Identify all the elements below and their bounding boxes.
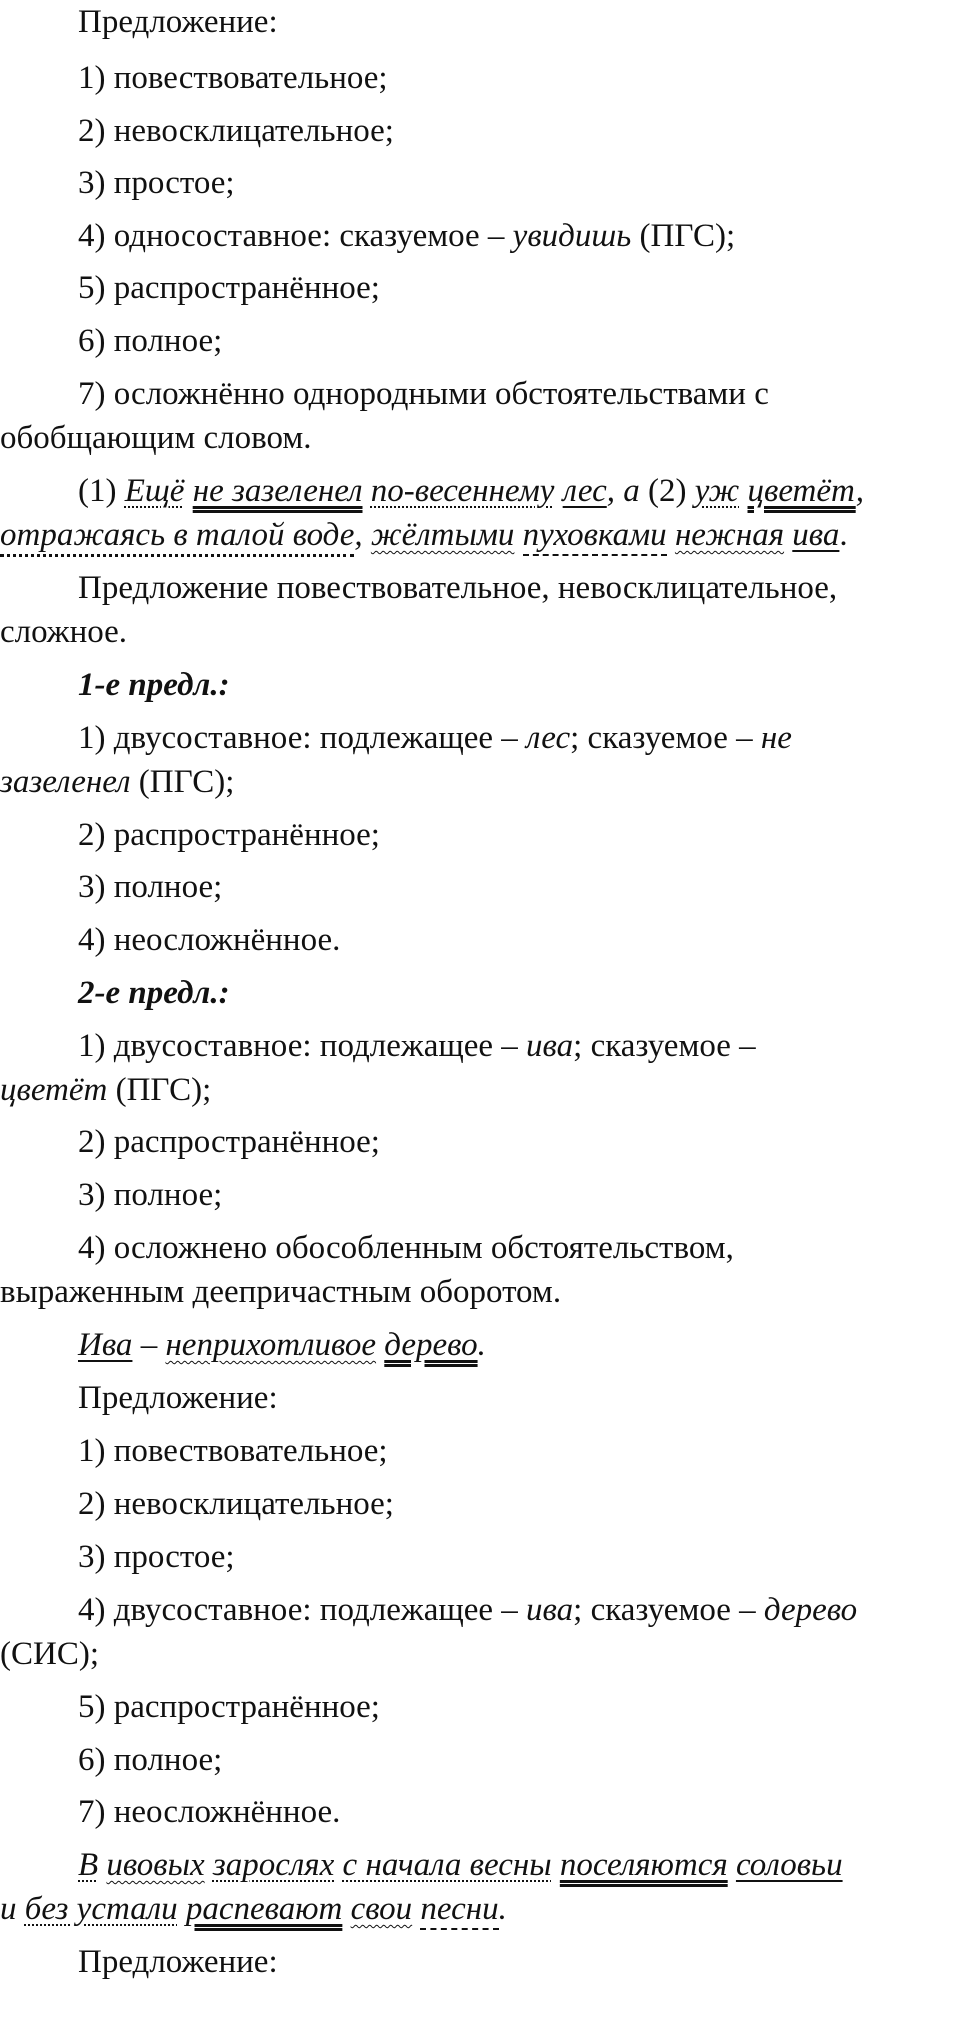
- word-subject: лес: [562, 473, 607, 509]
- clause-2-feature-3: 3) полное;: [78, 1177, 223, 1213]
- conjunction: и: [0, 1891, 17, 1927]
- dash: –: [132, 1327, 166, 1363]
- word-subject: Ива: [78, 1327, 133, 1363]
- clause-1-feature-2: 2) распространённое;: [78, 817, 380, 853]
- period: .: [477, 1327, 486, 1363]
- word-object: песни: [420, 1891, 498, 1930]
- text: (ПГС);: [631, 218, 736, 254]
- text: ; сказуемое –: [573, 1028, 756, 1064]
- word-predicate: поселяются: [559, 1847, 728, 1883]
- clause-2-feature-4: 4) осложнено обособленным обстоятельством,: [78, 1230, 734, 1266]
- clause-number: (1): [78, 473, 125, 509]
- word-predicate: не зазеленел: [192, 473, 363, 509]
- clause-number: (2): [639, 473, 695, 509]
- text: (ПГС);: [107, 1072, 212, 1108]
- period: .: [839, 517, 848, 553]
- line-feature-1: 1) повествовательное;: [78, 1433, 388, 1469]
- word-circumstance: по-весеннему: [370, 473, 555, 509]
- text: 1) двусоставное: подлежащее –: [78, 720, 527, 756]
- line-sentence-heading: Предложение:: [78, 4, 278, 40]
- clause-1-heading: 1-е предл.:: [78, 667, 230, 703]
- word-predicate: цветёт: [747, 473, 856, 509]
- line-feature-2: 2) невосклицательное;: [78, 1486, 394, 1522]
- line-feature-6: 6) полное;: [78, 323, 223, 359]
- line-feature-3: 3) простое;: [78, 1539, 235, 1575]
- parsed-sentence-1-line-1: [78, 471, 960, 511]
- parsed-sentence-2: [78, 1325, 960, 1365]
- line-feature-2: 2) невосклицательное;: [78, 113, 394, 149]
- line-complex-summary: Предложение повествовательное, невосклицательное,: [78, 570, 838, 606]
- italic-term: ива: [526, 1028, 574, 1064]
- line-feature-1: 1) повествовательное;: [78, 60, 388, 96]
- text: ; сказуемое –: [570, 720, 761, 756]
- parsed-sentence-3-line-1: [78, 1845, 960, 1885]
- word-circumstance: В: [78, 1847, 99, 1883]
- line-feature-7: 7) неосложнённое.: [78, 1794, 341, 1830]
- line-feature-7-cont: обобщающим словом.: [0, 420, 312, 456]
- line-feature-5: 5) распространённое;: [78, 1689, 380, 1725]
- parsed-sentence-1-line-2: [0, 515, 960, 555]
- word-attribute: свои: [350, 1891, 413, 1927]
- italic-term: увидишь: [512, 218, 632, 254]
- line-feature-4-cont: (СИС);: [0, 1636, 99, 1672]
- word-circumstance: уж: [694, 473, 740, 509]
- text: 4) односоставное: сказуемое –: [78, 218, 513, 254]
- word-object: пуховками: [523, 517, 667, 556]
- line-feature-7: 7) осложнённо однородными обстоятельствами с: [78, 376, 769, 412]
- period: .: [498, 1891, 507, 1927]
- italic-term: дерево: [763, 1592, 858, 1628]
- clause-2-feature-2: 2) распространённое;: [78, 1124, 380, 1160]
- clause-1-feature-3: 3) полное;: [78, 869, 223, 905]
- text: 1) двусоставное: подлежащее –: [78, 1028, 527, 1064]
- word-circumstance: зарослях: [212, 1847, 335, 1883]
- italic-term: лес: [526, 720, 571, 756]
- comma: ,: [855, 473, 864, 509]
- text: (ПГС);: [130, 764, 235, 800]
- word-attribute: жёлтыми: [370, 517, 515, 553]
- text: ; сказуемое –: [573, 1592, 764, 1628]
- word-circumstance-phrase: отражаясь в талой воде: [0, 517, 354, 557]
- line-complex-summary-cont: сложное.: [0, 614, 128, 650]
- word-subject: ива: [792, 517, 840, 553]
- clause-2-feature-1: [78, 1026, 960, 1066]
- italic-term: не: [760, 720, 792, 756]
- comma: ,: [354, 517, 363, 553]
- line-sentence-heading: Предложение:: [78, 1380, 278, 1416]
- clause-2-feature-1-cont: [0, 1070, 960, 1110]
- italic-term: ива: [526, 1592, 574, 1628]
- word-circumstance: Ещё: [124, 473, 185, 509]
- italic-term: цветёт: [0, 1072, 108, 1108]
- word-circumstance: с начала весны: [342, 1847, 552, 1883]
- clause-1-feature-1: [78, 718, 960, 758]
- text: 4) двусоставное: подлежащее –: [78, 1592, 527, 1628]
- parsed-sentence-3-line-2: [0, 1889, 960, 1929]
- word-attribute: неприхотливое: [165, 1327, 377, 1363]
- italic-term: зазеленел: [0, 764, 131, 800]
- clause-1-feature-4: 4) неосложнённое.: [78, 922, 341, 958]
- line-feature-4: [78, 216, 960, 256]
- word-predicate: дерево: [384, 1327, 478, 1363]
- line-feature-4: [78, 1590, 960, 1630]
- conjunction: , а: [606, 473, 640, 509]
- word-attribute: ивовых: [106, 1847, 205, 1883]
- line-feature-5: 5) распространённое;: [78, 270, 380, 306]
- line-feature-3: 3) простое;: [78, 165, 235, 201]
- line-sentence-heading: Предложение:: [78, 1944, 278, 1980]
- word-predicate: распевают: [185, 1891, 343, 1927]
- clause-2-feature-4-cont: выраженным деепричастным оборотом.: [0, 1274, 562, 1310]
- word-subject: соловьи: [735, 1847, 843, 1883]
- word-circumstance: без устали: [24, 1891, 178, 1927]
- clause-2-heading: 2-е предл.:: [78, 975, 230, 1011]
- line-feature-6: 6) полное;: [78, 1742, 223, 1778]
- clause-1-feature-1-cont: [0, 762, 960, 802]
- word-attribute: нежная: [674, 517, 785, 553]
